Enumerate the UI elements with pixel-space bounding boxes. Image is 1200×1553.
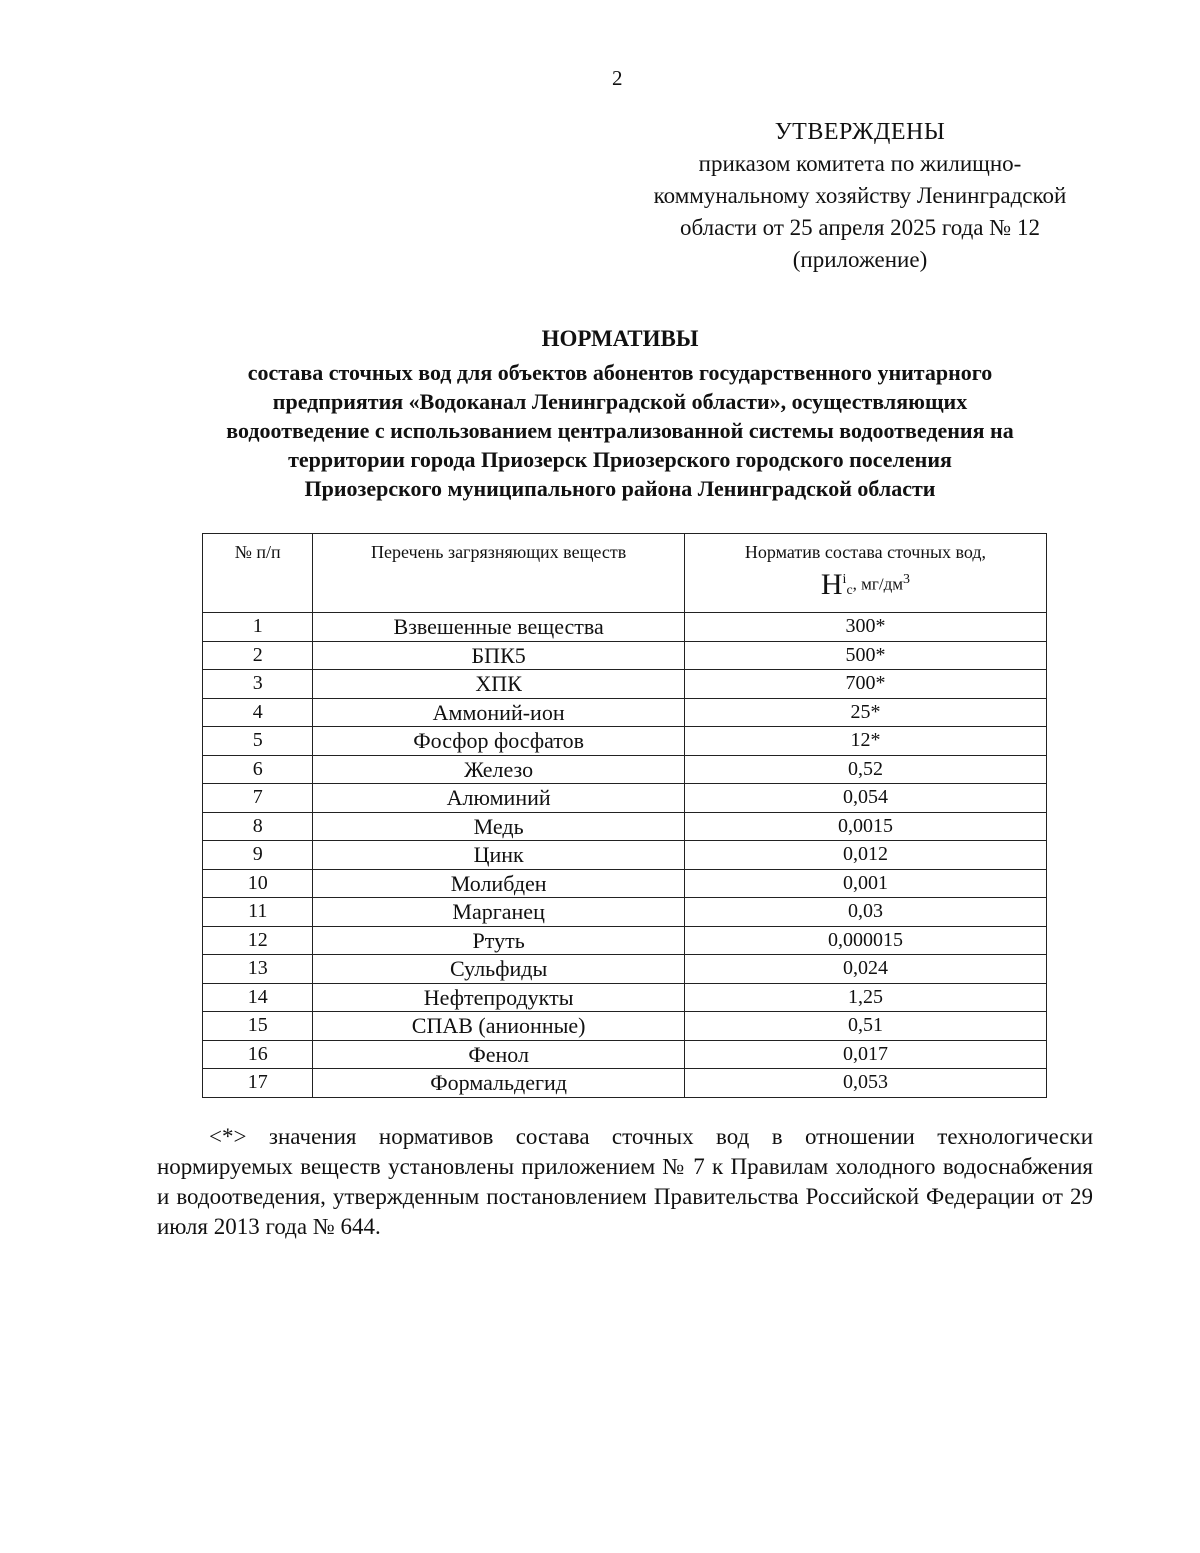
approval-line: приказом комитета по жилищно- <box>698 151 1022 176</box>
norm-value: 0,000015 <box>684 926 1046 955</box>
approval-line: коммунальному хозяйству Ленинградской <box>653 183 1067 208</box>
substance-name: Нефтепродукты <box>313 983 685 1012</box>
row-number: 1 <box>203 613 313 642</box>
table-row <box>203 670 1047 699</box>
norm-value: 25* <box>684 698 1046 727</box>
table-row <box>203 869 1047 898</box>
norm-formula <box>685 566 1046 605</box>
row-number: 8 <box>203 812 313 841</box>
table-row <box>203 641 1047 670</box>
substance-name: Сульфиды <box>313 955 685 984</box>
row-number: 9 <box>203 841 313 870</box>
table-row <box>203 926 1047 955</box>
subtitle-line: состава сточных вод для объектов абонентов государственного унитарного <box>247 360 993 385</box>
row-number: 5 <box>203 727 313 756</box>
table-row <box>203 955 1047 984</box>
substance-name: Взвешенные вещества <box>313 613 685 642</box>
row-number: 13 <box>203 955 313 984</box>
row-number: 17 <box>203 1069 313 1098</box>
row-number: 6 <box>203 755 313 784</box>
approval-line: (приложение) <box>792 247 928 272</box>
page-number: 2 <box>612 66 623 90</box>
formula-symbol: Н <box>820 567 843 601</box>
norm-value: 12* <box>684 727 1046 756</box>
header-norm <box>684 534 1046 613</box>
norms-table <box>202 533 1047 1098</box>
substance-name: Марганец <box>313 898 685 927</box>
table-row <box>203 1040 1047 1069</box>
table-row <box>203 727 1047 756</box>
substance-name: БПК5 <box>313 641 685 670</box>
substance-name: Молибден <box>313 869 685 898</box>
table-row <box>203 1069 1047 1098</box>
norm-value: 0,054 <box>684 784 1046 813</box>
header-substance: Перечень загрязняющих веществ <box>313 534 685 613</box>
norm-value: 0,001 <box>684 869 1046 898</box>
table-body <box>203 613 1047 1098</box>
table-header-row <box>203 534 1047 613</box>
norm-value: 0,017 <box>684 1040 1046 1069</box>
table-row <box>203 812 1047 841</box>
substance-name: Цинк <box>313 841 685 870</box>
table-row <box>203 983 1047 1012</box>
norm-value: 0,012 <box>684 841 1046 870</box>
header-num: № п/п <box>203 534 313 613</box>
formula-superscript: i <box>842 572 847 587</box>
table-row <box>203 784 1047 813</box>
footnote: <*> значения нормативов состава сточных вод в отношении технологически нормируемых веществ установлены приложением № 7 к Правилам холодного водоснабжения и водоотведения, утвержденным постановлением Правительства Российской Федерации от 29 июля 2013 года № 644. <box>157 1124 1093 1239</box>
norm-value: 0,52 <box>684 755 1046 784</box>
row-number: 7 <box>203 784 313 813</box>
table-row <box>203 841 1047 870</box>
row-number: 16 <box>203 1040 313 1069</box>
substance-name: Медь <box>313 812 685 841</box>
subtitle-line: территории города Приозерск Приозерского городского поселения <box>288 447 952 472</box>
table-row <box>203 755 1047 784</box>
table-row <box>203 1012 1047 1041</box>
formula-unit: , мг/дм <box>852 574 904 594</box>
row-number: 12 <box>203 926 313 955</box>
norm-value: 0,0015 <box>684 812 1046 841</box>
substance-name: Аммоний-ион <box>313 698 685 727</box>
table-row <box>203 613 1047 642</box>
row-number: 3 <box>203 670 313 699</box>
norm-value: 0,51 <box>684 1012 1046 1041</box>
norm-value: 0,024 <box>684 955 1046 984</box>
substance-name: ХПК <box>313 670 685 699</box>
norm-value: 700* <box>684 670 1046 699</box>
substance-name: Алюминий <box>313 784 685 813</box>
document-title: НОРМАТИВЫ <box>541 326 699 351</box>
approval-title: УТВЕРЖДЕНЫ <box>774 119 946 145</box>
subtitle-line: предприятия «Водоканал Ленинградской области», осуществляющих <box>272 389 968 414</box>
formula-unit-power: 3 <box>903 572 911 587</box>
subtitle-line: Приозерского муниципального района Ленинградской области <box>304 476 936 501</box>
row-number: 2 <box>203 641 313 670</box>
formula-subscript: c <box>846 583 853 599</box>
norm-value: 0,053 <box>684 1069 1046 1098</box>
table-row <box>203 698 1047 727</box>
norm-value: 500* <box>684 641 1046 670</box>
substance-name: Фосфор фосфатов <box>313 727 685 756</box>
substance-name: Железо <box>313 755 685 784</box>
row-number: 14 <box>203 983 313 1012</box>
table-row <box>203 898 1047 927</box>
row-number: 15 <box>203 1012 313 1041</box>
row-number: 4 <box>203 698 313 727</box>
substance-name: Фенол <box>313 1040 685 1069</box>
document-subtitle <box>140 358 1100 503</box>
substance-name: Ртуть <box>313 926 685 955</box>
approval-block <box>560 116 1160 276</box>
subtitle-line: водоотведение с использованием централизованной системы водоотведения на <box>226 418 1014 443</box>
norm-value: 0,03 <box>684 898 1046 927</box>
row-number: 11 <box>203 898 313 927</box>
substance-name: Формальдегид <box>313 1069 685 1098</box>
approval-line: области от 25 апреля 2025 года № 12 <box>680 215 1040 240</box>
header-norm-label: Норматив состава сточных вод, <box>744 542 987 562</box>
norm-value: 1,25 <box>684 983 1046 1012</box>
norm-value: 300* <box>684 613 1046 642</box>
row-number: 10 <box>203 869 313 898</box>
substance-name: СПАВ (анионные) <box>313 1012 685 1041</box>
